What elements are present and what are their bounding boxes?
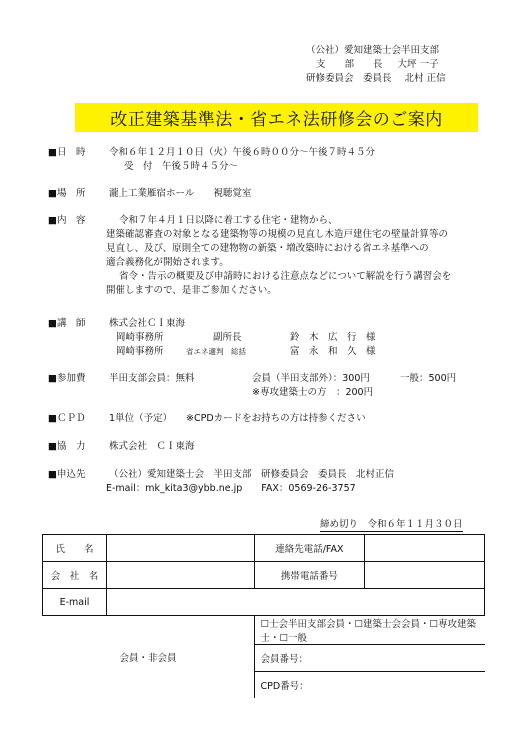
name-label: 氏 名 xyxy=(43,535,107,562)
place-section xyxy=(48,187,251,201)
header-block xyxy=(306,44,446,86)
member-type-label: 会員・非会員 xyxy=(43,616,255,699)
company-input[interactable] xyxy=(106,562,254,589)
content-line: 令和７年４月１日以降に着工する住宅・建物から、 xyxy=(119,215,338,226)
cooperation-section xyxy=(48,440,195,454)
fee-section xyxy=(48,372,195,386)
lecturer-name: 鈴 木 広 行 様 xyxy=(290,332,376,343)
cpd-label: ■ＣＰＤ xyxy=(48,413,86,424)
deadline: 締め切り 令和６年１１月３０日 xyxy=(320,516,463,532)
committee-name: 北村 正信 xyxy=(404,73,446,84)
fee-label: ■参加費 xyxy=(48,373,86,384)
content-line: 適合義務化が開始されます。 xyxy=(106,257,229,268)
page-title: 改正建築基準法・省エネ法研修会のご案内 xyxy=(75,103,478,132)
lecturer-name: 富 永 和 久 様 xyxy=(290,346,376,357)
committee-title: 研修委員会 委員長 xyxy=(306,73,392,84)
datetime-line2: 受 付 午後５時４５分～ xyxy=(124,161,239,172)
datetime-section xyxy=(48,146,375,160)
lecturer-title: 副所長 xyxy=(213,332,242,343)
member-type-options[interactable]: ☐士会半田支部会員・☐建築士会会員・☐専攻建築士・☐一般 xyxy=(254,616,485,645)
lecturer-title: 省エネ適判 総括 xyxy=(186,347,246,356)
header-org: （公社）愛知建築士会半田支部 xyxy=(306,45,440,56)
application-form xyxy=(42,534,485,698)
cpd-note: ※CPDカードをお持ちの方は持参ください xyxy=(186,413,366,424)
datetime-label: ■日 時 xyxy=(48,147,86,158)
apply-section xyxy=(48,468,394,482)
member-number-field[interactable]: 会員番号： xyxy=(254,645,485,672)
content-section xyxy=(48,214,98,228)
lecturer-office: 岡崎事務所 xyxy=(116,346,164,357)
lecturer-office: 岡崎事務所 xyxy=(116,332,164,343)
cooperation-value: 株式会社 ＣＩ東海 xyxy=(109,441,195,452)
apply-label: ■申込先 xyxy=(48,469,86,480)
mobile-label: 携帯電話番号 xyxy=(254,562,365,589)
name-input[interactable] xyxy=(106,535,254,562)
datetime-line1: 令和６年１２月１０日（火）午後６時００分～午後７時４５分 xyxy=(109,147,376,158)
place-label: ■場 所 xyxy=(48,188,86,199)
branch-name: 大坪 一子 xyxy=(397,59,439,70)
fee-member: 会員（半田支部外）：300円 xyxy=(252,373,370,384)
company-label: 会 社 名 xyxy=(43,562,107,589)
content-line: 建築確認審査の対象となる建築物等の規模の見直し木造戸建住宅の壁量計算等の xyxy=(106,229,449,240)
email-input[interactable] xyxy=(106,589,484,616)
apply-line1: （公社）愛知建築士会 半田支部 研修委員会 委員長 北村正信 xyxy=(109,469,395,480)
branch-title: 支 部 長 xyxy=(316,59,383,70)
email-label: E-mail xyxy=(43,589,107,616)
header-branch-row xyxy=(306,58,446,72)
place-value: 瀧上工業雁宿ホール 視聴覚室 xyxy=(109,188,252,199)
cpd-number-field[interactable]: CPD番号： xyxy=(254,672,485,699)
cpd-value: 1単位（予定） xyxy=(109,413,173,424)
lecturer-company: 株式会社ＣＩ東海 xyxy=(109,318,186,329)
phone-label: 連絡先電話/FAX xyxy=(254,535,365,562)
mobile-input[interactable] xyxy=(365,562,485,589)
content-line: 開催しますので、是非ご参加ください。 xyxy=(106,285,277,296)
phone-input[interactable] xyxy=(365,535,485,562)
cooperation-label: ■協 力 xyxy=(48,441,86,452)
apply-line2: E-mail：mk_kita3@ybb.ne.jp FAX：0569-26-3757 xyxy=(106,483,356,494)
content-label: ■内 容 xyxy=(48,215,86,226)
content-line: 見直し、及び、原則全ての建物物の新築・増改築時における省エネ基準への xyxy=(106,243,429,254)
lecturer-label: ■講 師 xyxy=(48,318,86,329)
content-line: 省令・告示の概要及び申請時における注意点などについて解説を行う講習会を xyxy=(119,271,452,282)
fee-general: 一般：500円 xyxy=(400,373,457,384)
lecturer-section xyxy=(48,317,185,331)
header-committee-row xyxy=(306,72,446,86)
fee-handa: 半田支部会員：無料 xyxy=(109,373,195,384)
cpd-section xyxy=(48,412,172,426)
fee-specialist: ※専攻建築士の方 ：200円 xyxy=(252,387,374,398)
